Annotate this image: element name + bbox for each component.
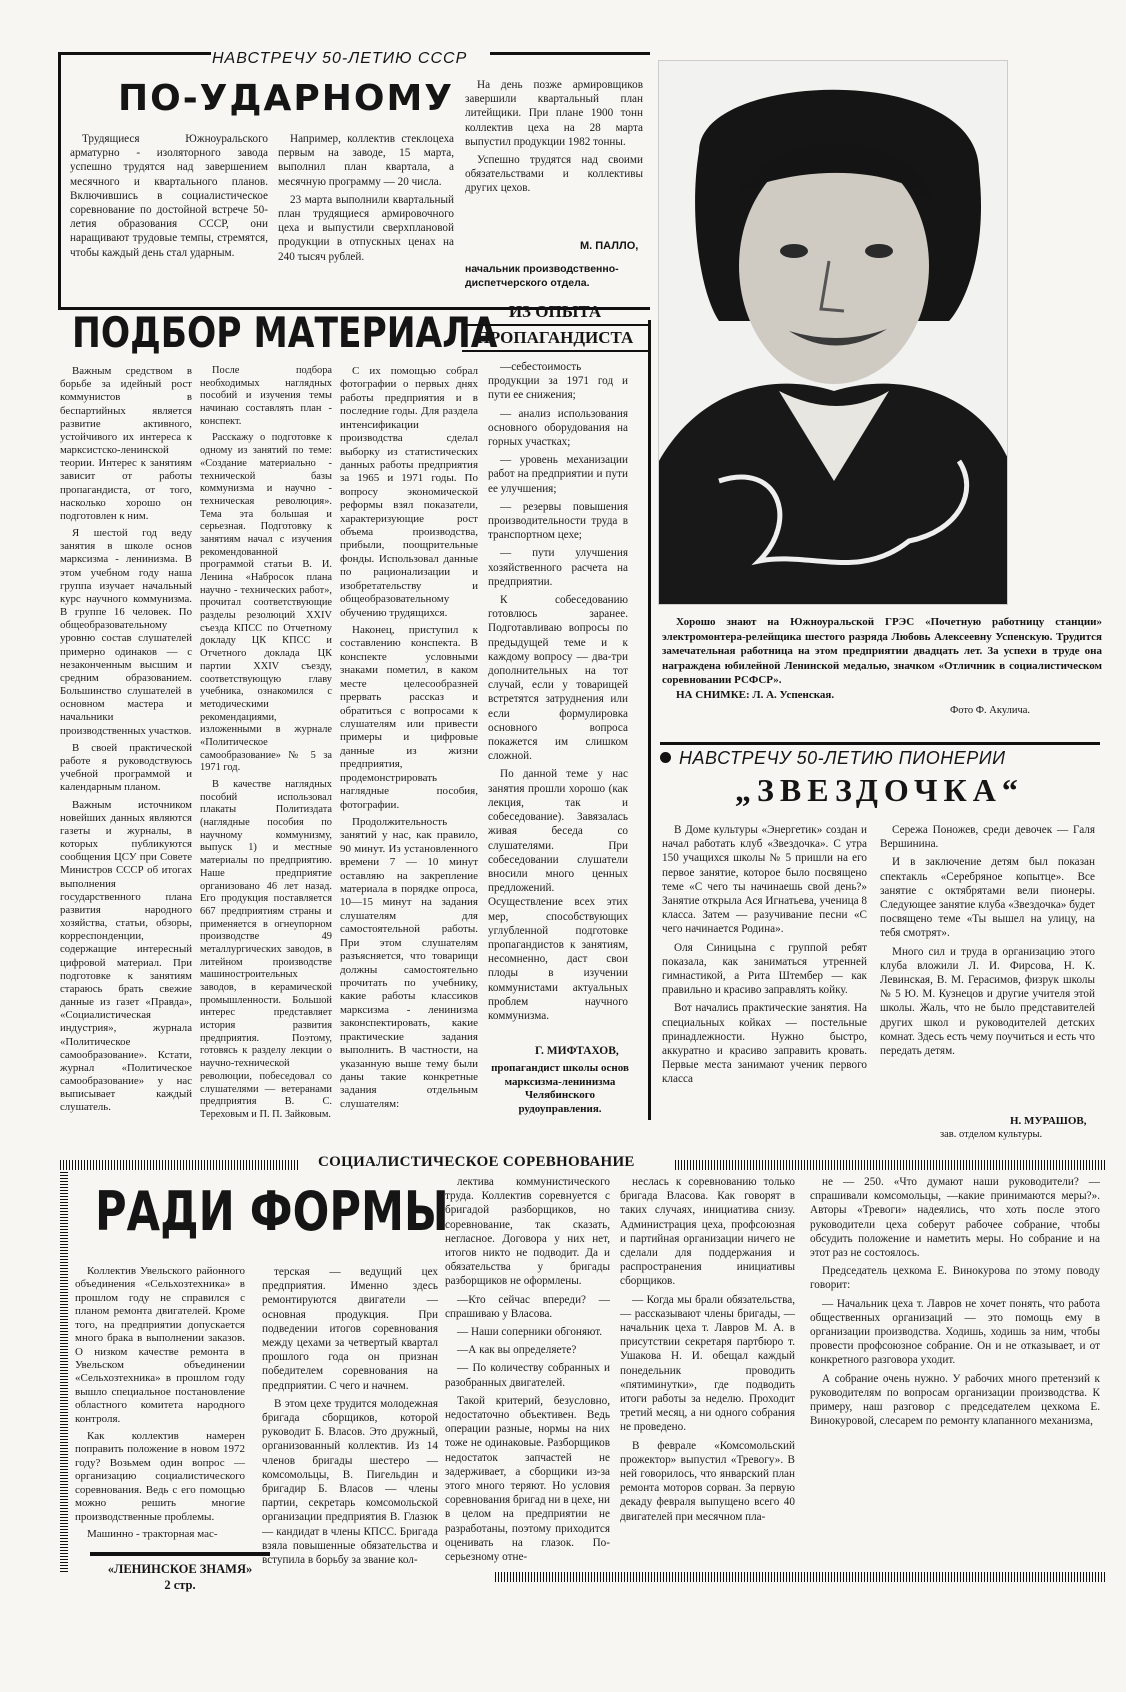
paragraph: терская — ведущий цех предприятия. Именно здесь ремонтируются двигатели — основная продукция. При подведении итогов соревнования между цехами за четвертый квартал прошлого года он признан победителем соревнования на предприятии. С чего и начнем. [262,1266,438,1392]
paragraph: В качестве наглядных пособий использовал плакаты Политиздата (наглядные пособия по научному коммунизму, выпуск 1) и местные материалы по предприятию. Наше предприятие организовано 46 лет назад. Его продукция поставляется 667 предприятиям страны и применяется в огнеупорном производстве 49 металлургических заводов, в литейном производстве машиностроительных заводов, в керамической промышленности. Большой интерес представляет история развития предприятия. Поэтому, готовясь к разделу лекции о научно-технической революции, побеседовал со слушателями — ветеранами предприятия В. С. Тереховым и П. П. Зайковым. [200,779,332,1120]
paragraph: — Когда мы брали обязательства, — рассказывают члены бригады, — начальник цеха т. Лавров М. А. в присутствии секретаря партбюро т. Ушакова Н. И. обещал каждый понедельник проводить «пятиминутки», где подводить итоги работы за неделю. Проходит третий месяц, а ни одного собрания не проведено. [620,1293,795,1434]
portrait-photo [658,60,1008,605]
paragraph: Сережа Поножев, среди девочек — Галя Вершинина. [880,824,1095,851]
article-column [200,365,332,1126]
paragraph: Машинно - тракторная мас- [87,1528,218,1541]
article-title: ПО-УДАРНОМУ [118,78,455,119]
paragraph: —себестоимость продукции за 1971 год и пути ее снижения; [488,361,628,402]
article-rubric [462,300,648,352]
article-column [810,1175,1100,1432]
paragraph: К собеседованию готовлюсь заранее. Подготавливаю вопросы по предыдущей теме и к каждому вопросу — два-три дополнительных на тот случай, если у товарищей встретятся затруднения или если формулировка основного вопроса покажется им слишком сложной. [488,594,628,763]
paragraph: Много сил и труда в организацию этого клуба вложили Л. И. Фирсова, Н. К. Левинская, В. М. Герасимов, физрук школы № 5 Ю. М. Кузнецов и другие учителя этой школы. Жаль, что не было представителей других школ и руководителей детских комнат. Здесь есть чему поучиться и есть что передать детям. [880,945,1095,1058]
paragraph: Наконец, приступил к составлению конспекта. В конспекте условными знаками пометил, в каком месте целесообразней прервать рассказ и обратиться с вопросами к слушателям или привести примеры и цифровые данные из жизни предприятия, продемонстрировать наглядные пособия, фотографии. [340,624,478,811]
paragraph: Продолжительность занятий у нас, как правило, 90 минут. Из установленного времени 7 — 10 минут оставляю на закрепление материала в порядке опроса, 10—15 минут на задания слушателям для самостоятельной работы. При этом слушателям разъясняется, что товарищи должны самостоятельно прочитать по учебнику, какие работы классиков марксизма - ленинизма законспектировать, какие практические задания выполнить. В частности, на указанную выше тему были даны такие конкретные задания отдельным слушателям: [340,815,478,1110]
paragraph: — По количеству собранных и разобранных двигателей. [445,1362,610,1389]
author-role: пропагандист школы основ марксизма-ленинизма Челябинского рудоуправления. [491,1062,629,1115]
paragraph: Как коллектив намерен поправить положение в новом 1972 году? Возьмем один вопрос — организацию социалистического соревнования. Ведь с его помощью можно решить многие производственные проблемы. [75,1430,245,1523]
paragraph: — уровень механизации работ на предприятии и пути ее улучшения; [488,454,628,495]
author-role: начальник производственно-диспетчерского отдела. [465,263,619,289]
paragraph: Оля Синицына с группой ребят показала, как заниматься утренней гимнастикой, а Рита Штембер — как правильно и красиво заправлять койку. [662,941,867,997]
article-title: РАДИ ФОРМЫ [95,1180,449,1243]
paragraph: Вот начались практические занятия. На специальных койках — постельные принадлежности. Нужно быстро, аккуратно и красиво заправить кровать. Первые места занимают ученик первого класса [662,1002,867,1086]
paragraph: На день позже армировщиков завершили квартальный план литейщики. При плане 1900 тонн коллектив цеха на 28 марта выпустил продукции 1982 тонны. [465,79,643,148]
article-column [445,1175,610,1568]
paragraph: Я шестой год веду занятия в школе основ марксизма - ленинизма. В этом учебном году наша группа изучает начальный курс научного коммунизма. В группе 16 человек. По общеобразовательному уровню состав слушателей примерно одинаков — с незаконченным высшим и средним образованием. Большинство слушателей в основном мастера и начальники производственных участков. [60,527,192,737]
article-column [278,132,454,268]
article-column [75,1265,245,1545]
divider [90,1552,270,1556]
paragraph: Расскажу о подготовке к одному из занятий по теме: «Создание материально - технической базы коммунизма и научно - техническая революция». Тема эта большая и серьезная. Подготовку к занятиям начал с изучения рекомендованной программой статьи В. И. Ленина «Набросок плана научно - технических работ», прочитал соответствующие разделы резолюций XXIV съезда КПСС по Отчетному докладу ЦК КПСС и Отчетного доклада ЦК партии XXIV съезду, соответствующую главу учебника, ознакомился с методическими рекомендациями, изложенными в журнале «Политическое самообразование» № 5 за 1971 год. [200,432,332,774]
section-rubric: СОЦИАЛИСТИЧЕСКОЕ СОРЕВНОВАНИЕ [318,1154,635,1170]
portrait-image [659,61,1008,605]
article-column [620,1175,795,1528]
paragraph: В своей практической работе я руководствуюсь учебной программой и календарным планом. [60,741,192,794]
divider [660,742,1100,745]
author-name: Н. МУРАШОВ, [1010,1115,1087,1127]
caption-on-photo: НА СНИМКЕ: Л. А. Успенская. [676,688,835,701]
article-column [262,1265,438,1571]
dotted-border [675,1160,1105,1170]
paragraph: 23 марта выполнили квартальный план трудящиеся армировочного цеха и выпустили сверхплановой продукции в отпускных ценах на 240 тысяч рублей. [278,193,454,263]
paragraph: После подбора необходимых наглядных пособий и изучения темы начинаю составлять план - конспект. [200,365,332,427]
article-column [60,365,192,1119]
article-kicker: НАВСТРЕЧУ 50-ЛЕТИЮ СССР [212,50,468,67]
newspaper-name: «ЛЕНИНСКОЕ ЗНАМЯ» [107,1562,253,1576]
paragraph: В Доме культуры «Энергетик» создан и начал работать клуб «Звездочка». С утра 150 учащихся школы № 5 пришли на его первое занятие, которое было посвящено теме «С чего ты начинаешь свой день?» Занятие открыла Ася Игнатьева, ученица 8 класса. Затем — разучивание песни «С чего начинается Родина». [662,824,867,936]
paragraph: Например, коллектив стеклоцеха первым на заводе, 15 марта, выполнил план квартала, а месячную программу — 20 числа. [278,133,454,188]
article-title: „ЗВЕЗДОЧКА“ [735,772,1024,808]
paragraph: — пути улучшения хозяйственного расчета на предприятии. [488,547,628,588]
author-role: зав. отделом культуры. [940,1129,1043,1140]
paragraph: —А как вы определяете? [457,1344,577,1357]
page-number: 2 стр. [164,1578,196,1592]
paragraph: Успешно трудятся над своими обязательствами и коллективы других цехов. [465,154,643,195]
photo-credit: Фото Ф. Акулича. [950,705,1031,716]
photo-caption [662,615,1102,702]
author-name: Г. МИФТАХОВ, [535,1045,619,1057]
paragraph: А собрание очень нужно. У рабочих много претензий к руководителям по вопросам организации производства. К примеру, наш разговор с председателем цехкома Е. Винокуровой, слесарем по ремонту клапанного механизма, [810,1372,1100,1428]
paragraph: И в заключение детям был показан спектакль «Серебряное копытце». Все занятие с октябрятами вели пионеры. Следующее занятие клуба «Звездочка» будет посвящено теме «Ты вышел на улицу, на тебя смотрят». [880,856,1095,940]
article-column [488,360,628,1027]
paragraph: — Наши соперники обгоняют. [457,1326,603,1339]
dotted-border [60,1172,68,1572]
article-kicker [660,748,1005,769]
dotted-border [495,1572,1105,1582]
divider [61,52,211,55]
author-name: М. ПАЛЛО, [580,240,639,252]
paragraph: —Кто сейчас впереди? — спрашиваю у Власова. [445,1293,610,1320]
paragraph: — резервы повышения производительности труда в транспортном цехе; [488,500,628,542]
paragraph: В этом цехе трудится молодежная бригада сборщиков, которой руководит Б. Власов. Это дружный, организованный коллектив. Из 14 членов бригады шестеро — комсомольцы, В. Пигельдин и бригадир Б. Власов — члены партии, секретарь комсомольской организации предприятия В. Глазюк — кандидат в члены КПСС. Бригада взяла повышенные обязательства и вступила в борьбу за звание кол- [262,1397,438,1567]
rubric-line: ИЗ ОПЫТА [462,300,648,326]
paragraph: Трудящиеся Южноуральского арматурно - изоляторного завода успешно трудятся над завершением месячного и квартального планов. Включившись в социалистическое соревнование по достойной встрече 50-летия образования СССР, они наращивают трудовые темпы, стремятся, чтобы каждый день стал ударным. [70,133,268,259]
paragraph: Важным источником новейших данных являются газеты и журналы, в которых публикуются сообщения ЦСУ при Совете Министров СССР об итогах выполнения государственного плана развития народного хозяйства, статьи, обзоры, корреспонденции, содержащие интересный цифровой материал. При подготовке к занятиям стараюсь брать свежие данные из газет «Правда», «Социалистическая индустрия», журнала «Политическое самообразование». Кстати, журнал «Политическое самообразование» у нас выписывает каждый слушатель. [60,798,192,1114]
dotted-border [60,1160,300,1170]
paragraph: — анализ использования основного оборудования на горных участках; [488,407,628,449]
article-column [662,823,867,1091]
paragraph: лектива коммунистического труда. Коллектив соревнуется с бригадой разборщиков, но соревнование, так сказать, негласное. Договора у них нет, итогов никто не подводит. Да и обязательства у бригады разборщиков не оформлены. [445,1176,610,1288]
paragraph: По данной теме у нас занятия прошли хорошо (как лекция, так и собеседование). Завязалась живая беседа со слушателями. При собеседовании слушатели вносили много ценных предложений. Осуществление всех этих мер, способствующих углубленной подготовке пропагандистов к занятиям, несомненно, даст свои плоды в изучении коммунистами актуальных проблем научного коммунизма. [488,768,628,1022]
divider [490,52,650,55]
paragraph: Важным средством в борьбе за идейный рост коммунистов в беспартийных является развитие активного, устойчивого их интереса к марксистско-ленинской теории. Интерес к занятиям зависит от работы пропагандиста, от того, насколько хорошо он подготовлен к ним. [60,365,192,522]
paragraph: Председатель цехкома Е. Винокурова по этому поводу говорит: [810,1265,1100,1292]
article-column [340,365,478,1115]
article-title: ПОДБОР МАТЕРИАЛА [72,308,498,357]
kicker-text: НАВСТРЕЧУ 50-ЛЕТИЮ ПИОНЕРИИ [679,748,1006,768]
column-divider [648,320,651,1120]
caption-text: Хорошо знают на Южноуральской ГРЭС «Почетную работницу станции» электромонтера-релейщика шестого разряда Любовь Алексеевну Успенскую. Трудится замечательная работница на этом предприятии двадцать лет. За успехи в труде она награждена юбилейной Ленинской медалью, значком «Отличник в социалистическом соревновании РСФСР». [662,616,1102,686]
paragraph: — Начальник цеха т. Лавров не хочет понять, что работа общественных организаций — это помощь ему в организации производства. Ходишь, ходишь за ним, чтобы провести профсоюзное собрание. Он и не отказывает, и от конкретного разговора уходит. [810,1297,1100,1367]
article-column [70,132,268,264]
article-column [465,78,643,200]
paragraph: В феврале «Комсомольский прожектор» выпустил «Тревогу». В ней говорилось, что январский план ремонта моторов сорван. За первую декаду февраля выпущено всего 40 двигателей при месячном пла- [620,1439,795,1523]
paragraph: Такой критерий, безусловно, недостаточно объективен. Ведь операции разные, нормы на них тоже не одинаковые. Разборщиков недостаток запчастей не задерживает, а сборщики из-за этого много теряют. Но условия соревнования бригад ни в цехе, ни в целом на предприятии не разработаны, поэтому приходится оценивать на глазок. По-серьезному отне- [445,1394,610,1564]
paragraph: Коллектив Увельского районного объединения «Сельхозтехника» в прошлом году не справился с планом ремонта двигателей. Кроме того, на предприятии допускается много брака в выполнении заказов. О низком качестве ремонта в Увельском объединении «Сельхозтехника» в прошлом году вышло специальное постановление областного комитета народного контроля. [75,1265,245,1425]
paragraph: не — 250. «Что думают наши руководители? — спрашивали комсомольцы, —какие принимаются меры?». Авторы «Тревоги» надеялись, что хоть после этого руководители цеха соберут рабочее собрание, чтобы обсудить положение и наметить меры. Но собрание и на этот раз не состоялось. [810,1176,1100,1260]
bullet-icon [660,752,671,763]
paragraph: С их помощью собрал фотографии о первых днях работы предприятия и в последние годы. Для раздела интенсификации производства сделал выборку из статистических данных работы предприятия за 1965 и 1971 годы. По вопросу экономической реформы взял показатели, характеризующие рост объема производства, прибыли, поощрительные фонды. Использовал данные по рационализации и изобретательству и общеобразовательному обучению трудящихся. [340,365,478,619]
paragraph: неслась к соревнованию только бригада Власова. Как говорят в таких случаях, инициатива снизу. Администрация цеха, профсоюзная и партийная организации ничего не сделали для поддержания и распространения инициативы сборщиков. [620,1176,795,1288]
article-column [880,823,1095,1062]
rubric-line: ПРОПАГАНДИСТА [462,326,648,352]
